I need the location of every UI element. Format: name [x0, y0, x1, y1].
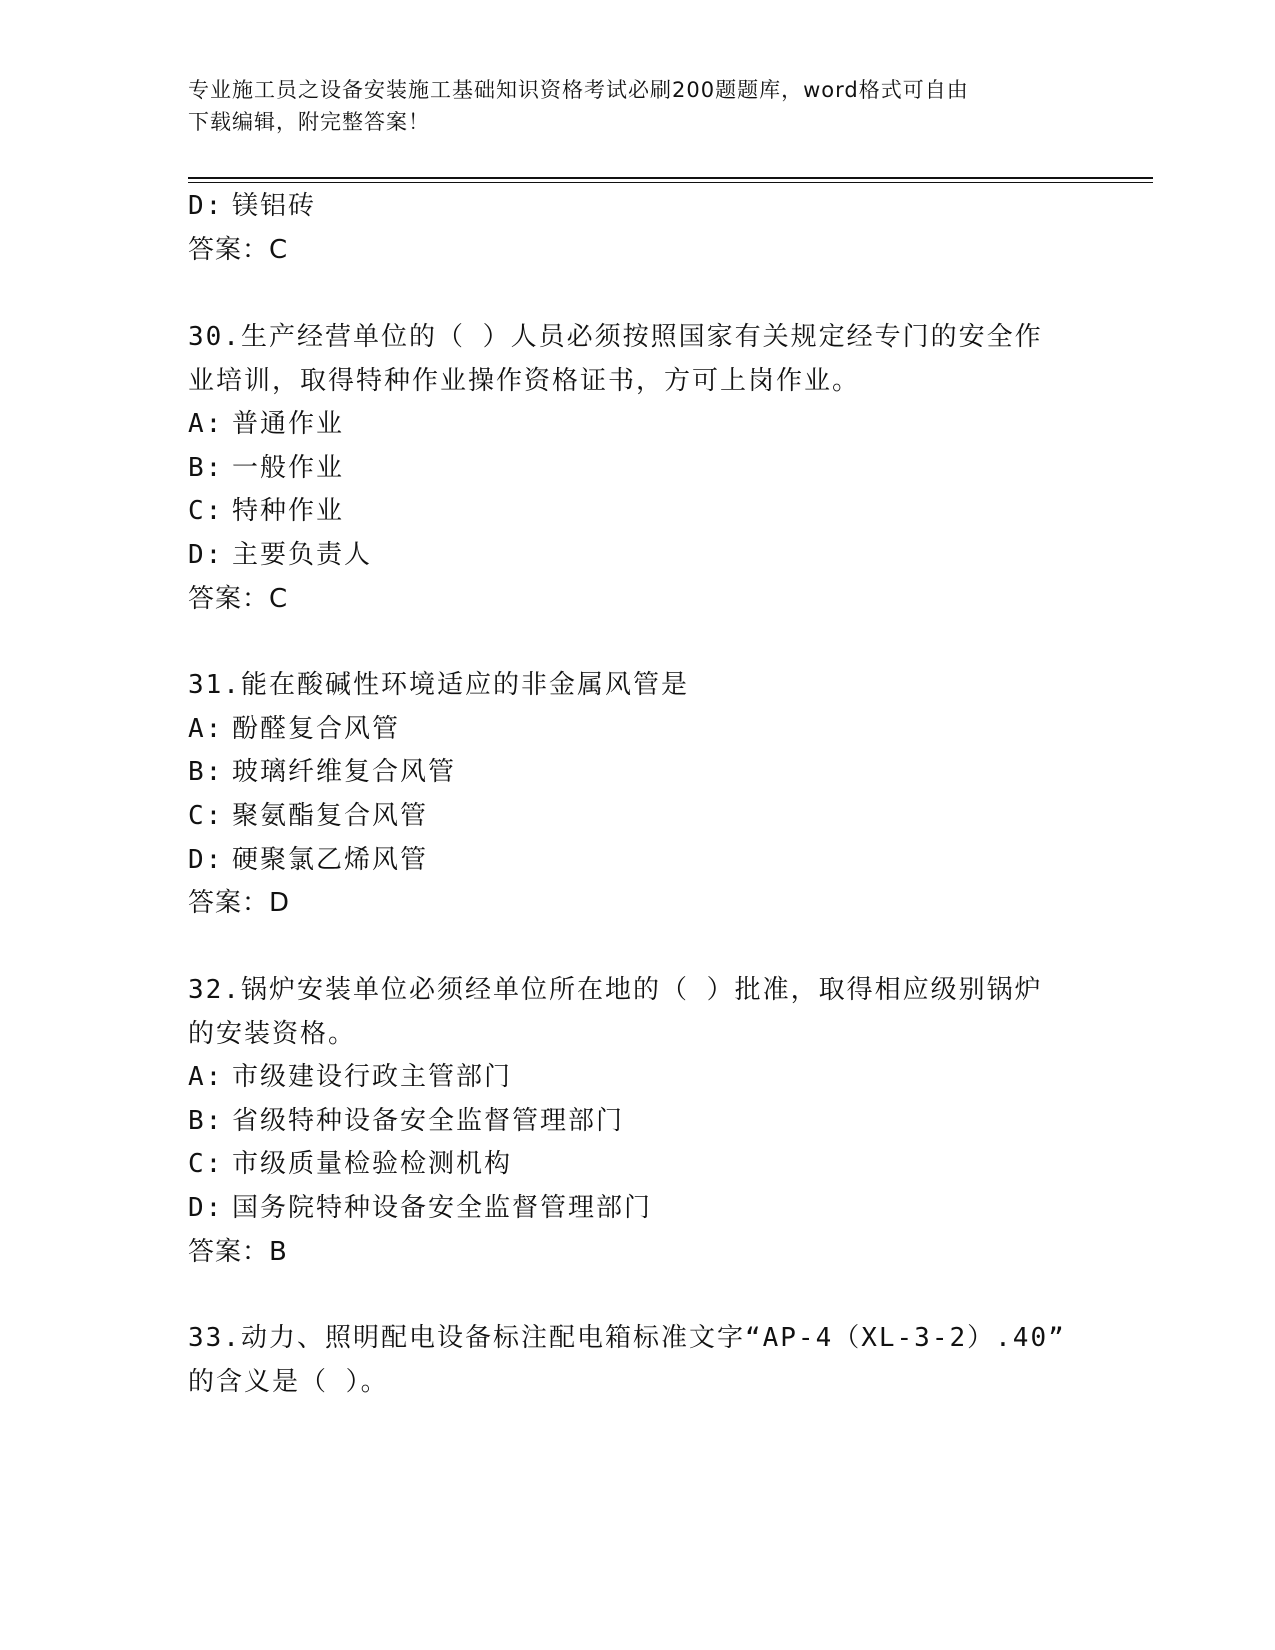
header-divider-thin [188, 182, 1153, 183]
option-a [188, 712, 400, 746]
option-text: 省级特种设备安全监督管理部门 [232, 1106, 625, 1136]
question-33-stem-line-2: 的含义是（ ）。 [188, 1367, 389, 1397]
option-c [188, 494, 344, 528]
option-b [188, 755, 456, 789]
option-key: A: [188, 409, 224, 439]
option-d [188, 538, 372, 572]
document-header [188, 74, 1068, 138]
option-text: 市级质量检验检测机构 [232, 1149, 513, 1179]
option-key: C: [188, 801, 224, 831]
option-key: B: [188, 1106, 224, 1136]
option-text: 特种作业 [232, 496, 345, 526]
answer-line: 答案：C [188, 235, 289, 265]
option-key: A: [188, 1062, 224, 1092]
option-text: 镁铝砖 [232, 191, 317, 221]
option-b [188, 451, 344, 485]
option-c [188, 799, 428, 833]
option-key: B: [188, 757, 224, 787]
option-d [188, 189, 316, 223]
answer-line: 答案：B [188, 1237, 288, 1267]
option-text: 一般作业 [232, 453, 345, 483]
question-30-stem-line-1: 30.生产经营单位的（ ）人员必须按照国家有关规定经专门的安全作 [188, 322, 1043, 352]
question-32-stem-line-1: 32.锅炉安装单位必须经单位所在地的（ ）批准，取得相应级别锅炉 [188, 975, 1043, 1005]
header-title-line-1: 专业施工员之设备安装施工基础知识资格考试必刷200题题库，word格式可自由 [188, 78, 969, 102]
option-text: 聚氨酯复合风管 [232, 801, 429, 831]
option-key: D: [188, 540, 224, 570]
option-text: 市级建设行政主管部门 [232, 1062, 513, 1092]
question-30-stem-line-2: 业培训，取得特种作业操作资格证书，方可上岗作业。 [188, 366, 861, 396]
option-key: B: [188, 453, 224, 483]
question-31-stem: 31.能在酸碱性环境适应的非金属风管是 [188, 670, 689, 700]
option-text: 普通作业 [232, 409, 345, 439]
option-d [188, 843, 428, 877]
option-b [188, 1104, 624, 1138]
option-key: D: [188, 191, 224, 221]
header-divider-thick [188, 177, 1153, 179]
header-title-line-2: 下载编辑，附完整答案！ [188, 110, 430, 134]
option-key: D: [188, 1193, 224, 1223]
option-d [188, 1191, 652, 1225]
option-key: C: [188, 496, 224, 526]
question-32-stem-line-2: 的安装资格。 [188, 1019, 357, 1049]
question-33-stem-line-1: 33.动力、照明配电设备标注配电箱标准文字“AP-4（XL-3-2）.40” [188, 1323, 1066, 1353]
answer-line: 答案：C [188, 584, 289, 614]
option-text: 酚醛复合风管 [232, 714, 401, 744]
option-text: 硬聚氯乙烯风管 [232, 845, 429, 875]
option-key: A: [188, 714, 224, 744]
option-a [188, 1060, 512, 1094]
option-text: 国务院特种设备安全监督管理部门 [232, 1193, 653, 1223]
option-key: D: [188, 845, 224, 875]
option-a [188, 407, 344, 441]
option-c [188, 1147, 512, 1181]
option-key: C: [188, 1149, 224, 1179]
answer-line: 答案：D [188, 888, 291, 918]
option-text: 玻璃纤维复合风管 [232, 757, 457, 787]
option-text: 主要负责人 [232, 540, 373, 570]
